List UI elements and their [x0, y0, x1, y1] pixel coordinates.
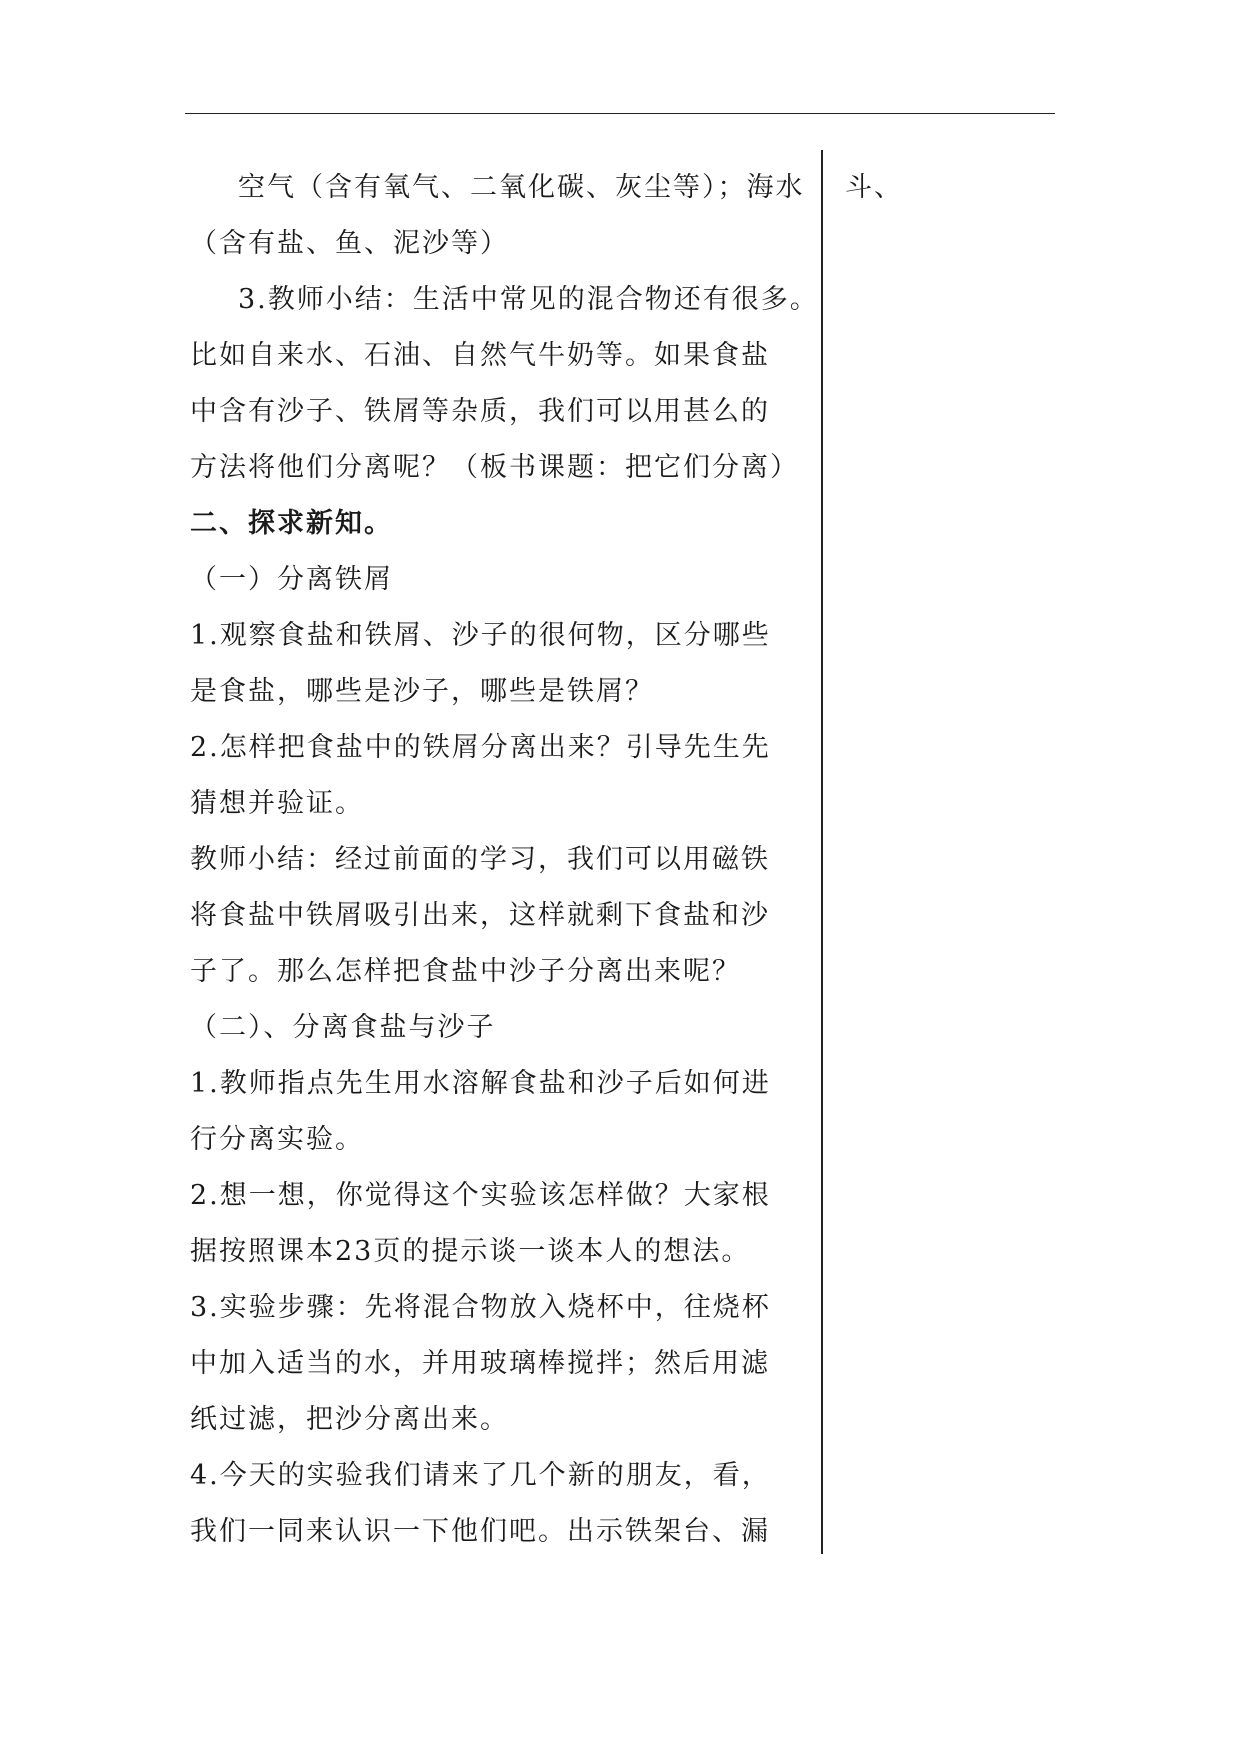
text-line: 1.教师指点先生用水溶解食盐和沙子后如何进: [190, 1068, 771, 1099]
column-divider: [821, 150, 823, 1554]
text-line: 空气（含有氧气、二氧化碳、灰尘等）；海水: [238, 172, 805, 203]
text-line: 1.观察食盐和铁屑、沙子的很何物，区分哪些: [190, 620, 771, 651]
section-heading: 二、探求新知。: [190, 508, 393, 539]
text-line: 方法将他们分离呢？（板书课题：把它们分离）: [190, 452, 799, 483]
text-line: （一）分离铁屑: [190, 564, 393, 595]
header-rule: [185, 113, 1055, 114]
text-line: 是食盐，哪些是沙子，哪些是铁屑？: [190, 676, 654, 707]
text-line: 3.教师小结：生活中常见的混合物还有很多。: [238, 284, 819, 315]
text-line: 纸过滤，把沙分离出来。: [190, 1404, 509, 1435]
text-line: 4.今天的实验我们请来了几个新的朋友，看，: [190, 1460, 771, 1491]
text-line: 中加入适当的水，并用玻璃棒搅拌；然后用滤: [190, 1348, 770, 1379]
text-line: 3.实验步骤：先将混合物放入烧杯中，往烧杯: [190, 1292, 771, 1323]
text-line: 2.怎样把食盐中的铁屑分离出来？引导先生先: [190, 732, 771, 763]
lesson-content-column: [190, 160, 819, 1560]
text-line: 行分离实验。: [190, 1124, 364, 1155]
text-line: 我们一同来认识一下他们吧。出示铁架台、漏: [190, 1516, 770, 1547]
text-line: 猜想并验证。: [190, 788, 364, 819]
text-line: 2.想一想，你觉得这个实验该怎样做？大家根: [190, 1180, 771, 1211]
text-line: （含有盐、鱼、泥沙等）: [190, 228, 509, 259]
text-line: 据按照课本23页的提示谈一谈本人的想法。: [190, 1236, 751, 1267]
text-line: 子了。那么怎样把食盐中沙子分离出来呢？: [190, 956, 741, 987]
notes-column: [845, 160, 1045, 216]
text-line: 中含有沙子、铁屑等杂质，我们可以用甚么的: [190, 396, 770, 427]
text-line: 斗、: [845, 172, 903, 203]
text-line: 比如自来水、石油、自然气牛奶等。如果食盐: [190, 340, 770, 371]
text-line: （二）、分离食盐与沙子: [190, 1012, 496, 1043]
text-line: 教师小结：经过前面的学习，我们可以用磁铁: [190, 844, 770, 875]
text-line: 将食盐中铁屑吸引出来，这样就剩下食盐和沙: [190, 900, 770, 931]
